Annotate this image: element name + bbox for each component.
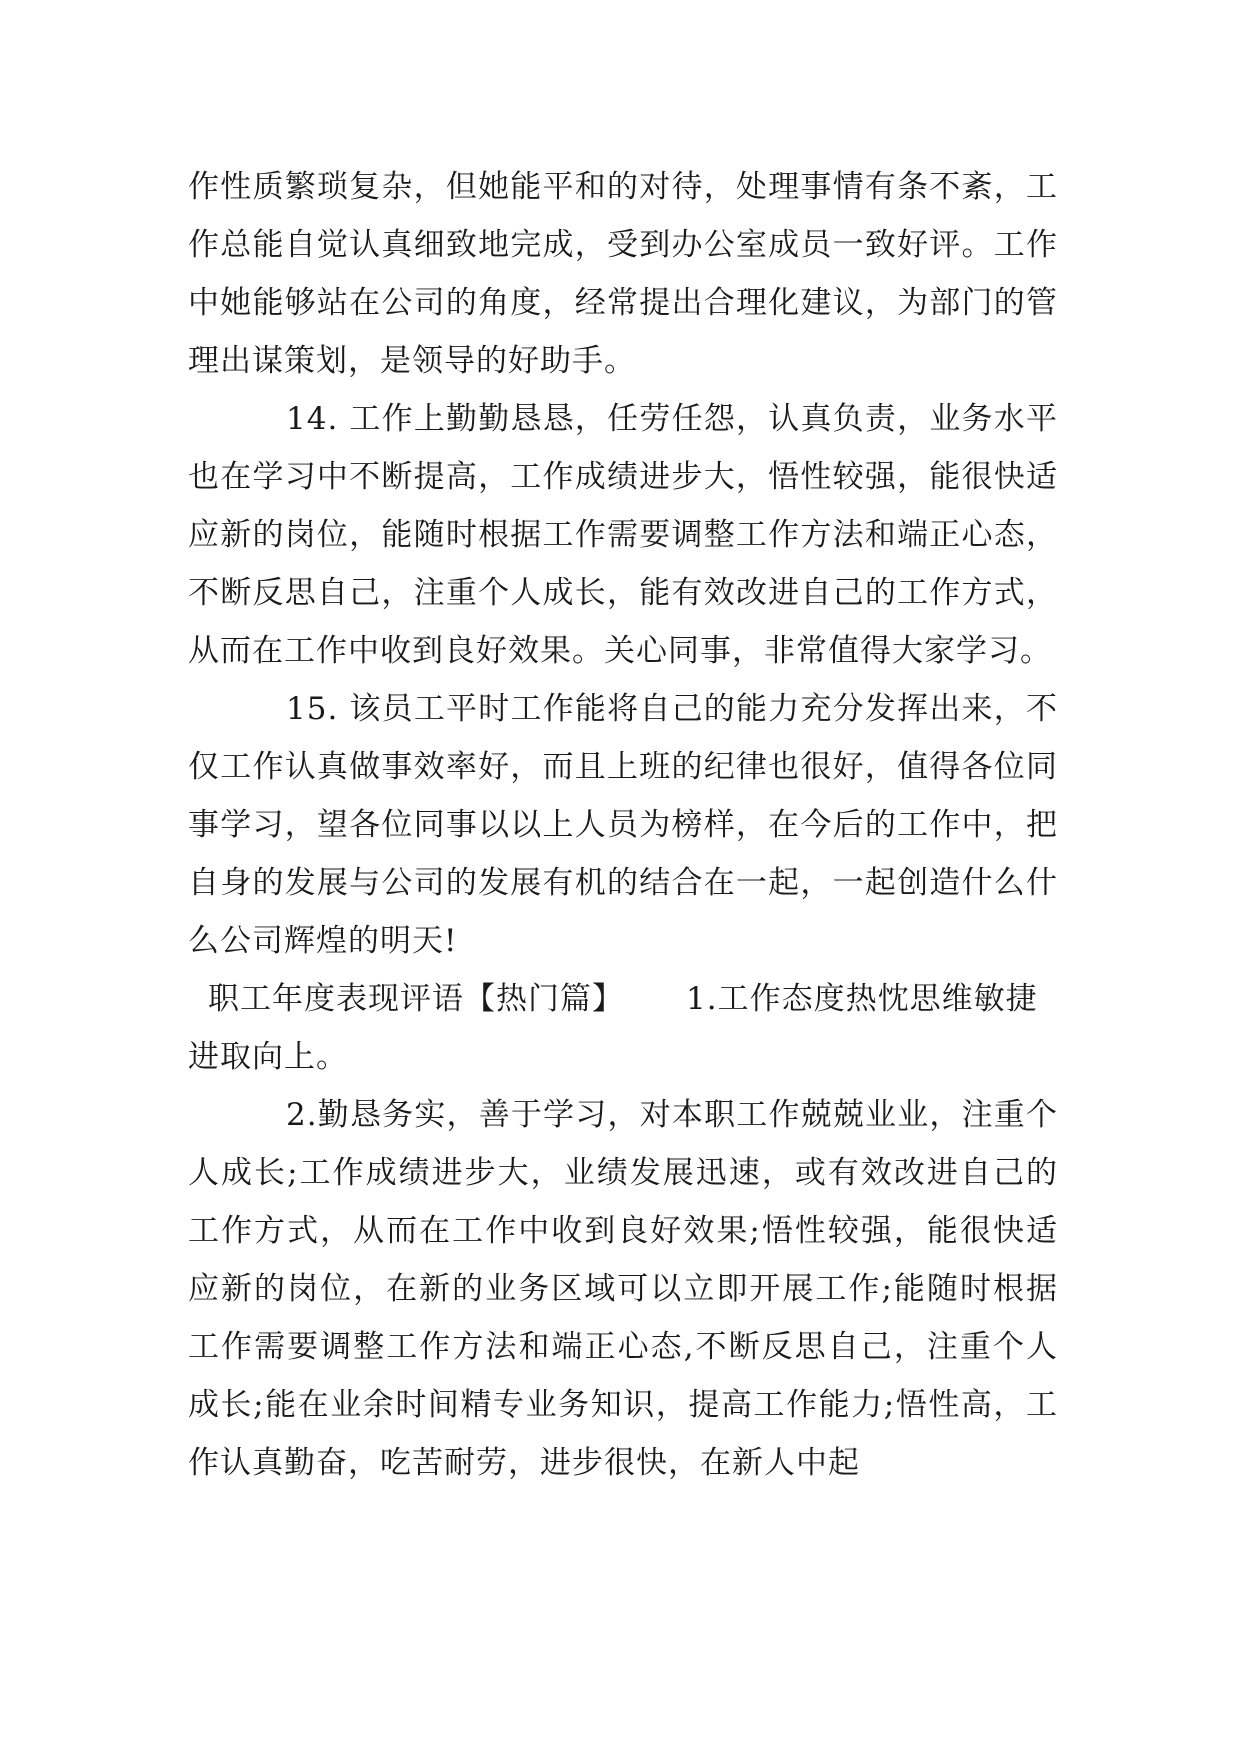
paragraph-item-2: 2.勤恳务实，善于学习，对本职工作兢兢业业，注重个人成长;工作成绩进步大，业绩发展迅速，或有效改进自己的工作方式，从而在工作中收到良好效果;悟性较强，能很快适应新的岗位，在新的业务区域可以立即开展工作;能随时根据工作需要调整工作方法和端正心态,不断反思自己，注重个人成长;能在业余时间精专业务知识，提高工作能力;悟性高，工作认真勤奋，吃苦耐劳，进步很快，在新人中起 [188, 1097, 1058, 1481]
section-heading-line [188, 970, 1058, 1086]
section-heading: 职工年度表现评语【热门篇】 [208, 981, 624, 1017]
paragraph-item-1: 1.工作态度热忱思维敏捷进取向上。 [188, 981, 1038, 1075]
document-body [188, 158, 1058, 1492]
paragraph-continuation: 作性质繁琐复杂，但她能平和的对待，处理事情有条不紊，工作总能自觉认真细致地完成，受到办公室成员一致好评。工作中她能够站在公司的角度，经常提出合理化建议，为部门的管理出谋策划，是领导的好助手。 [188, 169, 1058, 379]
paragraph-item-14: 14. 工作上勤勤恳恳，任劳任怨，认真负责，业务水平也在学习中不断提高，工作成绩进步大，悟性较强，能很快适应新的岗位，能随时根据工作需要调整工作方法和端正心态，不断反思自己，注重个人成长，能有效改进自己的工作方式，从而在工作中收到良好效果。关心同事，非常值得大家学习。 [188, 401, 1058, 669]
paragraph-item-15: 15. 该员工平时工作能将自己的能力充分发挥出来，不仅工作认真做事效率好，而且上班的纪律也很好，值得各位同事学习，望各位同事以以上人员为榜样，在今后的工作中，把自身的发展与公司的发展有机的结合在一起，一起创造什么什么公司辉煌的明天! [188, 691, 1058, 959]
